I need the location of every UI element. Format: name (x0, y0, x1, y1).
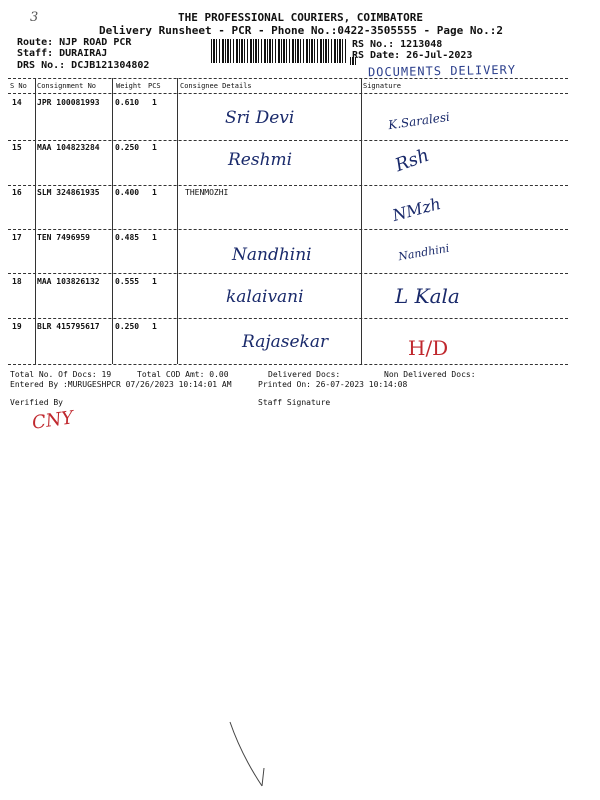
row-consignee-handwritten: Sri Devi (225, 108, 295, 128)
col-divider (112, 78, 113, 364)
row-consignee-handwritten: Nandhini (232, 245, 312, 265)
row-signature: L Kala (395, 284, 460, 308)
row-consignee-handwritten: Rajasekar (242, 332, 329, 352)
row-separator (8, 273, 568, 274)
row-pcs: 1 (152, 98, 157, 107)
row-weight: 0.250 (115, 143, 140, 152)
company-name: THE PROFESSIONAL COURIERS, COIMBATORE (178, 11, 424, 24)
col-divider (177, 78, 178, 364)
table-header-rule (8, 93, 568, 94)
row-sno: 19 (12, 322, 22, 331)
row-signature: NMzh (390, 193, 443, 226)
printed-on: Printed On: 26-07-2023 10:14:08 (258, 380, 408, 389)
table-top-rule (8, 78, 568, 79)
row-signature: K.Saralesi (387, 109, 451, 133)
row-separator (8, 140, 568, 141)
rs-number: RS No.: 1213048 (352, 39, 443, 50)
delivered-docs: Delivered Docs: (268, 370, 341, 379)
runsheet-title: Delivery Runsheet - PCR - Phone No.:0422-3505555 - Page No.:2 (99, 24, 503, 37)
row-consignee-printed: THENMOZHI (185, 188, 229, 197)
col-header-consignment: Consignment No (37, 82, 97, 90)
staff-signature-label: Staff Signature (258, 398, 331, 407)
staff-label: Staff: DURAIRAJ (17, 48, 108, 59)
non-delivered-docs: Non Delivered Docs: (384, 370, 476, 379)
col-divider (35, 78, 36, 364)
row-weight: 0.485 (115, 233, 140, 242)
rs-date: RS Date: 26-Jul-2023 (352, 50, 473, 61)
row-consignment: SLM 324861935 (37, 188, 100, 197)
row-signature: H/D (408, 336, 449, 360)
verified-by-label: Verified By (10, 398, 63, 407)
row-consignee-handwritten: Reshmi (228, 150, 293, 170)
col-header-signature: Signature (363, 82, 401, 90)
col-header-sno: S No (10, 82, 27, 90)
row-separator (8, 318, 568, 319)
row-sno: 17 (12, 233, 22, 242)
col-header-pcs: PCS (148, 82, 161, 90)
row-pcs: 1 (152, 188, 157, 197)
row-pcs: 1 (152, 277, 157, 286)
drs-number: DRS No.: DCJB121304802 (17, 60, 150, 71)
row-sno: 14 (12, 98, 22, 107)
row-consignment: MAA 104823284 (37, 143, 100, 152)
stray-pen-mark (228, 720, 268, 790)
row-sno: 18 (12, 277, 22, 286)
row-weight: 0.400 (115, 188, 140, 197)
row-weight: 0.610 (115, 98, 140, 107)
barcode (211, 39, 346, 63)
row-weight: 0.555 (115, 277, 140, 286)
row-sno: 15 (12, 143, 22, 152)
row-consignment: JPR 100081993 (37, 98, 100, 107)
col-header-consignee: Consignee Details (180, 82, 252, 90)
row-separator (8, 229, 568, 230)
route-label: Route: NJP ROAD PCR (17, 37, 132, 48)
row-sno: 16 (12, 188, 22, 197)
row-consignment: TEN 7496959 (37, 233, 90, 242)
col-header-weight: Weight (116, 82, 142, 90)
table-bottom-rule (8, 364, 568, 365)
total-cod-amount: Total COD Amt: 0.00 (137, 370, 229, 379)
page-corner-mark: 3 (30, 10, 39, 25)
row-consignment: BLR 415795617 (37, 322, 100, 331)
entered-by: Entered By :MURUGESHPCR 07/26/2023 10:14:01 AM (10, 380, 232, 389)
row-separator (8, 185, 568, 186)
total-docs: Total No. Of Docs: 19 (10, 370, 112, 379)
row-weight: 0.250 (115, 322, 140, 331)
row-pcs: 1 (152, 143, 157, 152)
row-signature: Nandhini (397, 241, 451, 264)
row-pcs: 1 (152, 322, 157, 331)
col-divider (361, 78, 362, 364)
documents-delivery-stamp: DOCUMENTS DELIVERY (367, 62, 517, 80)
row-pcs: 1 (152, 233, 157, 242)
row-signature: Rsh (392, 144, 432, 177)
verifier-initials: CNY (30, 407, 75, 434)
row-consignee-handwritten: kalaivani (226, 287, 304, 307)
row-consignment: MAA 103826132 (37, 277, 100, 286)
